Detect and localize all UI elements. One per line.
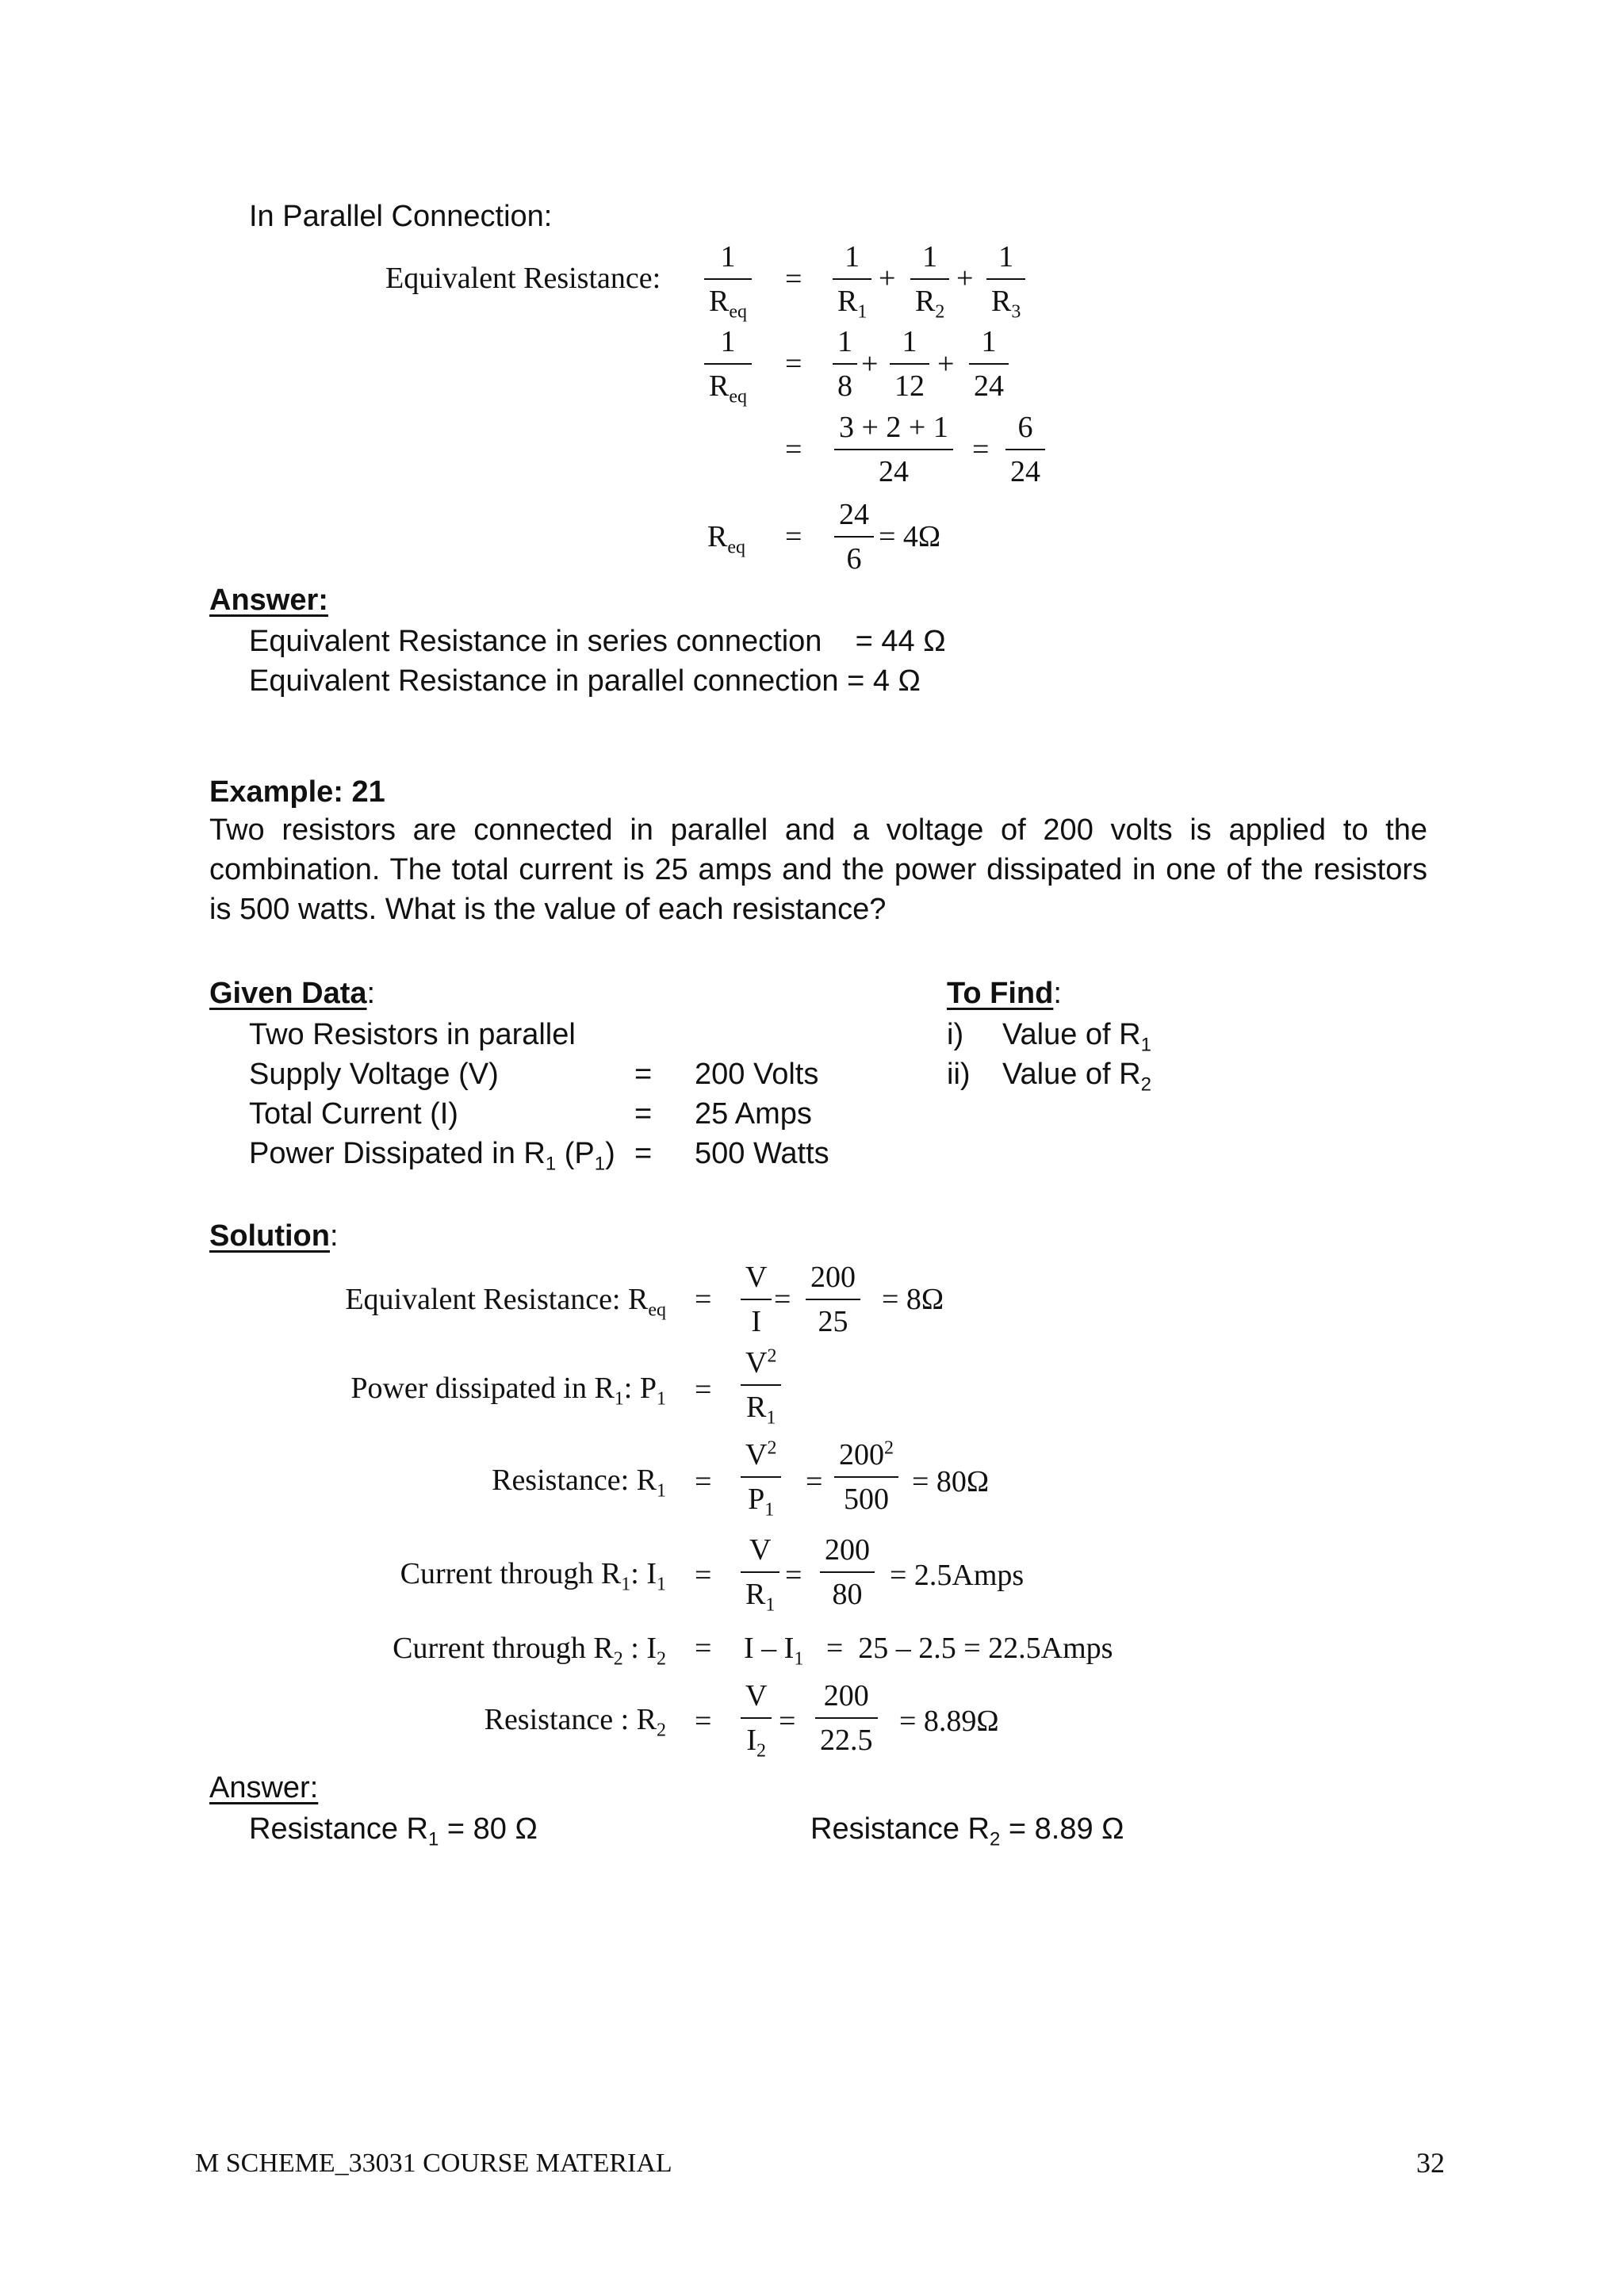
equals-sign: =	[785, 433, 802, 466]
given-row-value: 200 Volts	[695, 1058, 819, 1091]
equals-sign: =	[695, 1705, 712, 1738]
plus-sign: +	[956, 262, 974, 295]
to-find-item: Value of $R_2$	[1002, 1058, 1151, 1096]
equals-sign: =	[806, 1465, 823, 1498]
equals-sign: =	[695, 1283, 712, 1316]
equals-sign: =	[785, 1559, 802, 1592]
answer-series-line: Equivalent Resistance in series connection = 44 Ω	[249, 625, 946, 658]
equals-sign: =	[785, 262, 802, 296]
plus-sign: +	[937, 347, 955, 381]
solution-label-current-i1: Current through $R_1$: $I_1$	[400, 1557, 666, 1595]
fraction-1-over-24: 1 24	[969, 327, 1009, 401]
fraction-200-over-25: 200 25	[806, 1262, 860, 1337]
answer-resistance-r2: Resistance $R_2 = 8.89$ Ω	[810, 1812, 1124, 1850]
fraction-1-over-req: 1 $R_{eq}$	[704, 327, 752, 401]
fraction-1-over-r1: 1 $R_1$	[833, 242, 871, 316]
footer-course-title: M SCHEME_33031 COURSE MATERIAL	[195, 2149, 672, 2178]
to-find-item: Value of $R_1$	[1002, 1018, 1151, 1056]
equals-sign: =	[695, 1559, 712, 1592]
solution-label-resistance-r2: Resistance : $R_2$	[484, 1703, 666, 1741]
solution-result: = 2.5Amps	[890, 1559, 1025, 1592]
fraction-1-over-req: 1 $R_{eq}$	[704, 242, 752, 316]
fraction-24-over-6: 24 6	[834, 499, 874, 574]
to-find-heading: To Find:	[947, 977, 1062, 1010]
fraction-6-over-24: 6 24	[1005, 412, 1045, 487]
given-row-label: Power Dissipated in $R_1$ $(P_1)$	[249, 1137, 615, 1175]
fraction-1-over-r3: 1 $R_3$	[986, 242, 1025, 316]
given-row-value: 25 Amps	[695, 1097, 812, 1131]
solution-label-power: Power dissipated in $R_1$: $P_1$	[350, 1372, 666, 1410]
to-find-item-number: i)	[947, 1018, 964, 1051]
given-row-label: Supply Voltage (V)	[249, 1058, 499, 1091]
solution-label-current-i2: Current through $R_2$ : $I_2$	[393, 1632, 666, 1670]
fraction-v2-over-r1: $V^2$ $R_1$	[741, 1348, 781, 1422]
plus-sign: +	[879, 262, 896, 295]
equals-sign: =	[695, 1373, 712, 1406]
fraction-200-over-80: 200 80	[820, 1535, 875, 1609]
solution-result: = 80Ω	[912, 1465, 990, 1498]
equals-sign: =	[779, 1705, 796, 1738]
fraction-1-over-r2: 1 $R_2$	[910, 242, 949, 316]
equals-sign: =	[774, 1283, 791, 1316]
equals-sign: =	[695, 1465, 712, 1498]
fraction-1-over-8: 1 8	[833, 327, 857, 401]
solution-heading: Solution:	[209, 1219, 339, 1253]
answer-heading: Answer:	[209, 584, 328, 617]
equals-sign: =	[785, 520, 802, 553]
fraction-v-over-i: V I	[741, 1262, 772, 1337]
solution-label-resistance-r1: Resistance: $R_1$	[492, 1464, 666, 1502]
req-symbol: $R_{eq}$	[707, 520, 746, 558]
solution-label-req: Equivalent Resistance: $R_{eq}$	[345, 1283, 666, 1321]
given-row-equals: =	[634, 1097, 653, 1131]
given-row-equals: =	[634, 1137, 653, 1170]
fraction-1-over-12: 1 12	[890, 327, 929, 401]
parallel-heading: In Parallel Connection:	[249, 200, 553, 233]
equals-sign: =	[695, 1632, 712, 1665]
answer-parallel-line: Equivalent Resistance in parallel connection = 4 Ω	[249, 664, 921, 698]
equivalent-resistance-label: Equivalent Resistance:	[385, 262, 661, 295]
given-row-label: Total Current (I)	[249, 1097, 458, 1131]
answer-heading: Answer:	[209, 1771, 319, 1804]
example-title: Example: 21	[209, 775, 385, 809]
plus-sign: +	[861, 347, 879, 381]
fraction-v-over-i2: V $I_2$	[741, 1681, 772, 1755]
solution-result: = 8.89Ω	[899, 1705, 999, 1738]
given-row-value: 500 Watts	[695, 1137, 829, 1170]
solution-i2-expression: $I - I_1 = 25 - 2.5$ = 22.5Amps	[744, 1632, 1113, 1670]
answer-resistance-r1: Resistance $R_1 = 80$ Ω	[249, 1812, 538, 1850]
fraction-200sq-over-500: $200^2$ 500	[834, 1440, 898, 1514]
fraction-v-over-r1: V $R_1$	[741, 1535, 779, 1609]
example-text: Two resistors are connected in parallel and a voltage of 200 volts is applied to the combination. The total current is 25 amps and the power dissipated in one of the resistors is 500 watts. What is the value of each resistance?	[209, 813, 1427, 926]
to-find-item-number: ii)	[947, 1058, 971, 1091]
given-row-label: Two Resistors in parallel	[249, 1018, 576, 1051]
given-row-equals: =	[634, 1058, 653, 1091]
fraction-200-over-22-5: 200 22.5	[815, 1681, 878, 1755]
equals-sign: =	[972, 433, 990, 466]
equals-sign: =	[785, 347, 802, 381]
req-result: = 4Ω	[879, 520, 941, 553]
given-data-heading: Given Data:	[209, 977, 376, 1010]
solution-result: = 8Ω	[882, 1283, 944, 1316]
fraction-v2-over-p1: $V^2$ $P_1$	[741, 1440, 781, 1514]
fraction-sum-over-24: 3 + 2 + 1 24	[834, 412, 953, 487]
page-number: 32	[1416, 2147, 1445, 2179]
